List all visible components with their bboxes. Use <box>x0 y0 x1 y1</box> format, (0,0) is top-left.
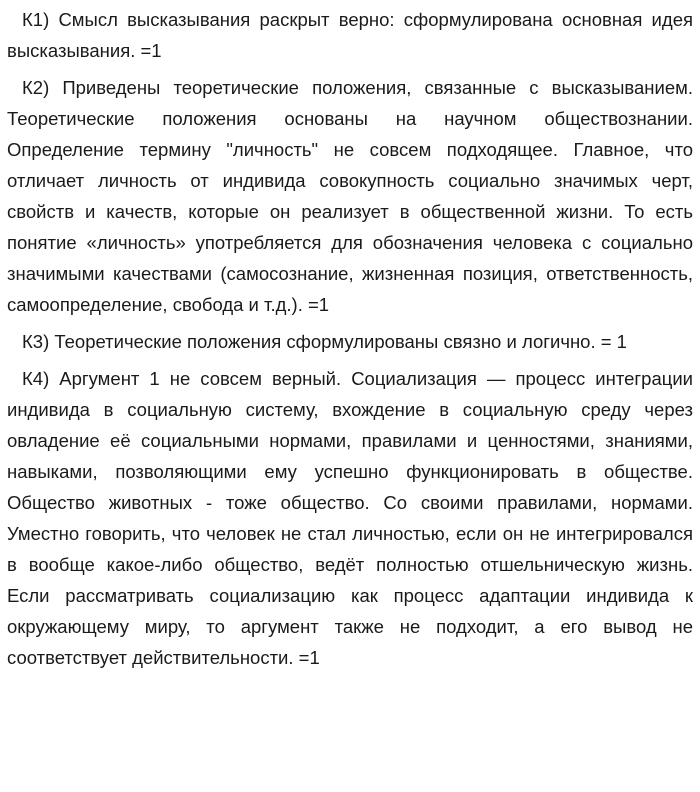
criterion-k2-paragraph: К2) Приведены теоретические положения, связанные с высказыванием. Теоретические положения основаны на научном обществознании. Определение термину "личность" не совсем подходящее. Главное, что отличает личность от индивида совокупность социально значимых черт, свойств и качеств, которые он реализует в общественной жизни. То есть понятие «личность» употребляется для обозначения человека с социально значимыми качествами (самосознание, жизненная позиция, ответственность, самоопределение, свобода и т.д.). =1 <box>7 77 693 315</box>
criterion-k3-paragraph: К3) Теоретические положения сформулированы связно и логично. = 1 <box>22 331 627 352</box>
criterion-k4-paragraph: К4) Аргумент 1 не совсем верный. Социализация — процесс интеграции индивида в социальную систему, вхождение в социальную среду через овладение её социальными нормами, правилами и ценностями, знаниями, навыками, позволяющими ему успешно функционировать в обществе. Общество животных - тоже общество. Со своими правилами, нормами. Уместно говорить, что человек не стал личностью, если он не интегрировался в вообще какое-либо общество, ведёт полностью отшельническую жизнь. Если рассматривать социализацию как процесс адаптации индивида к окружающему миру, то аргумент также не подходит, а его вывод не соответствует действительности. =1 <box>7 368 693 668</box>
criterion-k1-paragraph: К1) Смысл высказывания раскрыт верно: сформулирована основная идея высказывания. =1 <box>7 9 693 61</box>
